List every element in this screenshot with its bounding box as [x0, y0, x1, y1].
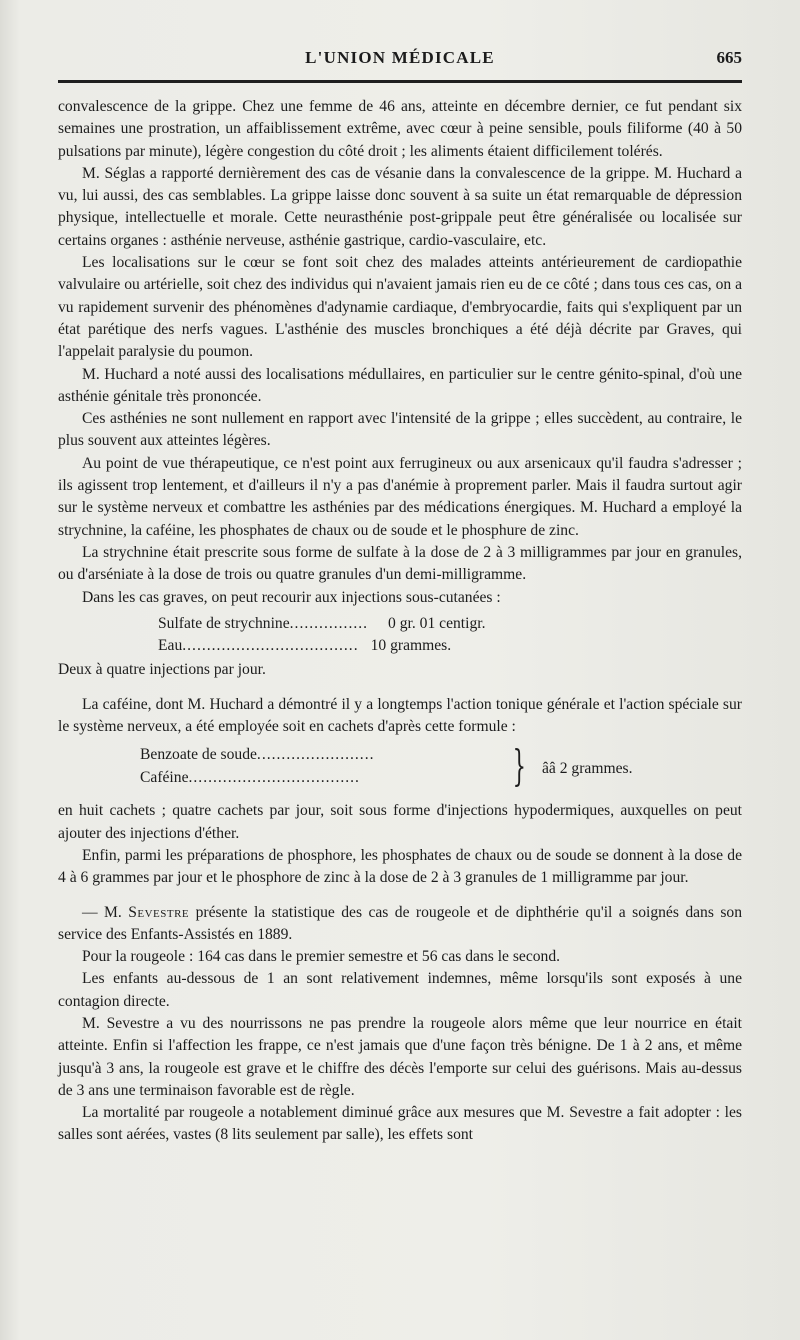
paragraph: Les enfants au-dessous de 1 an sont relativement indemnes, même lorsqu'ils sont exposés à une contagion directe. — [58, 970, 742, 1010]
paragraph-text: présente la statistique des cas de rougeole et de diphthérie qu'il a soignés dans son service des Enfants-Assistés en 1889. — [58, 903, 742, 943]
paragraph: en huit cachets ; quatre cachets par jour, soit sous forme d'injections hypodermiques, auxquelles on peut ajouter des injections d'éther. — [58, 802, 742, 842]
paragraph: Au point de vue thérapeutique, ce n'est point aux ferrugineux ou aux arsenicaux qu'il faudra s'adresser ; ils agissent trop lentement, et d'ailleurs il n'y a pas d'anémie à proprement parler. Mais il faudra surtout agir sur le système nerveux et combattre les asthénies par des médications énergiques. M. Huchard a employé la strychnine, la caféine, les phosphates de chaux ou de soude et le phosphure de zinc. — [58, 454, 742, 539]
ingredient-quantity: ââ 2 grammes. — [542, 760, 633, 778]
paragraph: Ces asthénies ne sont nullement en rapport avec l'intensité de la grippe ; elles succèdent, au contraire, le plus souvent aux atteintes légères. — [58, 410, 742, 450]
ingredient-name: Benzoate de soude — [140, 746, 257, 764]
paragraph: Enfin, parmi les préparations de phosphore, les phosphates de chaux ou de soude se donnent à la dose de 4 à 6 grammes par jour et le phosphore de zinc à la dose de 2 à 3 granules de 1 milligramme par jour. — [58, 846, 742, 887]
brace: } — [512, 741, 527, 791]
paragraph — [58, 902, 742, 947]
header-rule — [58, 80, 742, 83]
ingredient-quantity: 0 gr. 01 centigr. — [388, 614, 486, 632]
leader-dots: ................................... — [188, 768, 360, 786]
formula-row — [158, 635, 628, 657]
paragraph: M. Séglas a rapporté dernièrement des cas de vésanie dans la convalescence de la grippe. M. Huchard a vu, lui aussi, des cas semblables. La grippe laisse donc souvent à sa suite un état remarquable de dépression physique, intellectuelle et morale. Cette neurasthénie post-grippale peut être généralisée ou localisée sur certains organes : asthénie nerveuse, asthénie gastrique, cardio-vasculaire, etc. — [58, 164, 742, 249]
paragraph: Deux à quatre injections par jour. — [58, 661, 266, 679]
paragraph: Dans les cas graves, on peut recourir aux injections sous-cutanées : — [82, 588, 501, 606]
leader-dots: .................................... — [182, 637, 359, 655]
article-body — [58, 96, 742, 1147]
paragraph: La caféine, dont M. Huchard a démontré il y a longtemps l'action tonique générale et l'action spéciale sur le système nerveux, a été employée soit en cachets d'après cette formule : — [58, 695, 742, 736]
strychnine-formula — [158, 613, 628, 658]
formula-row — [140, 744, 500, 766]
running-header — [58, 48, 742, 84]
ingredient-name: Sulfate de strychnine — [158, 614, 290, 632]
ingredient-name: Caféine — [140, 768, 189, 786]
leader-dots: ........................ — [256, 746, 375, 764]
formula-row — [158, 613, 628, 635]
caffeine-formula — [140, 741, 742, 794]
ingredient-name: Eau — [158, 637, 183, 655]
paragraph: La mortalité par rougeole a notablement diminué grâce aux mesures que M. Sevestre a fait adopter : les salles sont aérées, vastes (8 lits seulement par salle), les effets sont — [58, 1104, 742, 1144]
formula-ingredients — [140, 744, 500, 789]
page-number: 665 — [716, 48, 742, 67]
paragraph: M. Huchard a noté aussi des localisations médullaires, en particulier sur le centre génito-spinal, d'où une asthénie génitale très prononcée. — [58, 365, 742, 405]
paragraph: Les localisations sur le cœur se font soit chez des malades atteints antérieurement de cardiopathie valvulaire ou artérielle, soit chez des individus qui n'avaient jamais rien eu de ce côté ; dans tous ces cas, on a vu rapidement survenir des phénomènes d'adynamie cardiaque, d'embryocardie, faits qui s'expliquent par un état parétique des nerfs vagues. L'asthénie des muscles bronchiques a été déjà décrite par Graves, qui l'appelait paralysie du poumon. — [58, 254, 742, 361]
leader-dots: ................ — [289, 614, 369, 632]
ingredient-quantity: 10 grammes. — [370, 637, 452, 655]
paragraph: convalescence de la grippe. Chez une femme de 46 ans, atteinte en décembre dernier, ce fut pendant six semaines une prostration, un affaiblissement extrême, avec cœur à peine sensible, pouls filiforme (40 à 50 pulsations par minute), légère congestion du côté droit ; les aliments étaient difficilement tolérés. — [58, 98, 742, 160]
paragraph: Pour la rougeole : 164 cas dans le premier semestre et 56 cas dans le second. — [82, 948, 561, 966]
dash-prefix: — M. — [82, 903, 122, 921]
formula-row — [140, 767, 500, 789]
journal-title: L'UNION MÉDICALE — [305, 48, 495, 67]
paragraph: La strychnine était prescrite sous forme de sulfate à la dose de 2 à 3 milligrammes par jour en granules, ou d'arséniate à la dose de trois ou quatre granules d'un demi-milligramme. — [58, 543, 742, 584]
paragraph: M. Sevestre a vu des nourrissons ne pas prendre la rougeole alors même que leur nourrice en était atteinte. Enfin si l'affection les frappe, ce n'est jamais que d'une façon très bénigne. De 1 à 2 ans, et même jusqu'à 3 ans, la rougeole est grave et le chiffre des décès l'emporte sur celui des guérisons. Mais au-dessus de 3 ans une terminaison favorable est de règle. — [58, 1014, 742, 1099]
person-name: Sevestre — [128, 903, 190, 921]
